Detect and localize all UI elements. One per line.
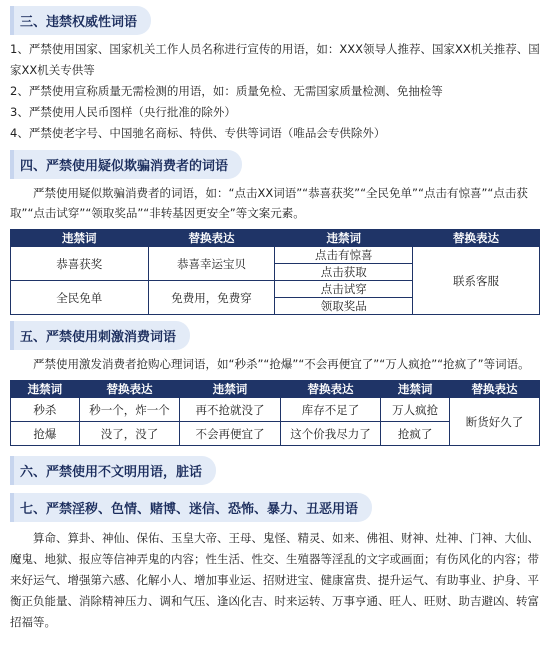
header-cell: 替换表达 xyxy=(280,381,381,398)
section-3-list xyxy=(10,39,540,144)
table-cell: 联系客服 xyxy=(413,247,540,315)
table-cell: 点击获取 xyxy=(275,264,413,281)
section-6-heading: 六、严禁使用不文明用语，脏话 xyxy=(10,456,216,485)
table-cell: 不会再便宜了 xyxy=(180,422,281,446)
table-header-row xyxy=(11,230,540,247)
table-cell: 全民免单 xyxy=(11,281,149,315)
table-cell: 库存不足了 xyxy=(280,398,381,422)
list-item: 2、严禁使用宣称质量无需检测的用语，如：质量免检、无需国家质量检测、免抽检等 xyxy=(10,84,443,98)
table-cell: 免费用，免费穿 xyxy=(148,281,275,315)
table-cell: 再不抢就没了 xyxy=(180,398,281,422)
header-cell: 违禁词 xyxy=(180,381,281,398)
header-cell: 违禁词 xyxy=(381,381,450,398)
table-cell: 恭喜获奖 xyxy=(11,247,149,281)
table-cell: 没了，没了 xyxy=(79,422,180,446)
section-7-body: 算命、算卦、神仙、保佑、玉皇大帝、王母、鬼怪、精灵、如来、佛祖、财神、灶神、门神、大仙、魔鬼、地狱、报应等信神弄鬼的内容；性生活、性交、生殖器等淫乱的文字或画面；有伤风化的内容；带来好运气、增强第六感、化解小人、增加事业运、招财进宝、健康富贵、提升运气、有助事业、护身、平衡正负能量、消除精神压力、调和气压、逢凶化吉、时来运转、万事亨通、旺人、旺财、助吉避凶、转富招福等。 xyxy=(10,531,539,629)
table-row xyxy=(11,247,540,264)
section-4-table xyxy=(10,229,540,315)
header-cell: 替换表达 xyxy=(413,230,540,247)
list-item: 1、严禁使用国家、国家机关工作人员名称进行宣传的用语，如：XXX领导人推荐、国家XX机关推荐、国家XX机关专供等 xyxy=(10,42,540,77)
section-4-heading: 四、严禁使用疑似欺骗消费者的词语 xyxy=(10,150,242,179)
section-5-intro: 严禁使用激发消费者抢购心理词语，如“秒杀”“抢爆”“不会再便宜了”“万人疯抢”“抢疯了”等词语。 xyxy=(33,357,530,371)
table-header-row xyxy=(11,381,540,398)
header-cell: 违禁词 xyxy=(275,230,413,247)
table-cell: 点击有惊喜 xyxy=(275,247,413,264)
section-5-heading: 五、严禁使用刺激消费词语 xyxy=(10,321,190,350)
section-7-heading: 七、严禁淫秽、色情、赌博、迷信、恐怖、暴力、丑恶用语 xyxy=(10,493,372,522)
table-cell: 领取奖品 xyxy=(275,298,413,315)
section-4-intro: 严禁使用疑似欺骗消费者的词语，如：“点击XX词语”“恭喜获奖”“全民免单”“点击有惊喜”“点击获取”“点击试穿”“领取奖品”“非转基因更安全”等文案元素。 xyxy=(10,186,528,220)
header-cell: 替换表达 xyxy=(148,230,275,247)
section-5-table xyxy=(10,380,540,446)
list-item: 3、严禁使用人民币图样（央行批准的除外） xyxy=(10,105,236,119)
header-cell: 违禁词 xyxy=(11,230,149,247)
table-cell: 恭喜幸运宝贝 xyxy=(148,247,275,281)
header-cell: 替换表达 xyxy=(450,381,540,398)
table-row xyxy=(11,398,540,422)
list-item: 4、严禁使老字号、中国驰名商标、特供、专供等词语（唯品会专供除外） xyxy=(10,126,386,140)
table-cell: 万人疯抢 xyxy=(381,398,450,422)
table-cell: 抢疯了 xyxy=(381,422,450,446)
table-cell: 点击试穿 xyxy=(275,281,413,298)
table-cell: 抢爆 xyxy=(11,422,80,446)
table-cell: 秒杀 xyxy=(11,398,80,422)
table-cell: 秒一个，炸一个 xyxy=(79,398,180,422)
table-cell: 这个价我尽力了 xyxy=(280,422,381,446)
header-cell: 替换表达 xyxy=(79,381,180,398)
section-3-heading: 三、违禁权威性词语 xyxy=(10,6,151,35)
table-cell: 断货好久了 xyxy=(450,398,540,446)
header-cell: 违禁词 xyxy=(11,381,80,398)
